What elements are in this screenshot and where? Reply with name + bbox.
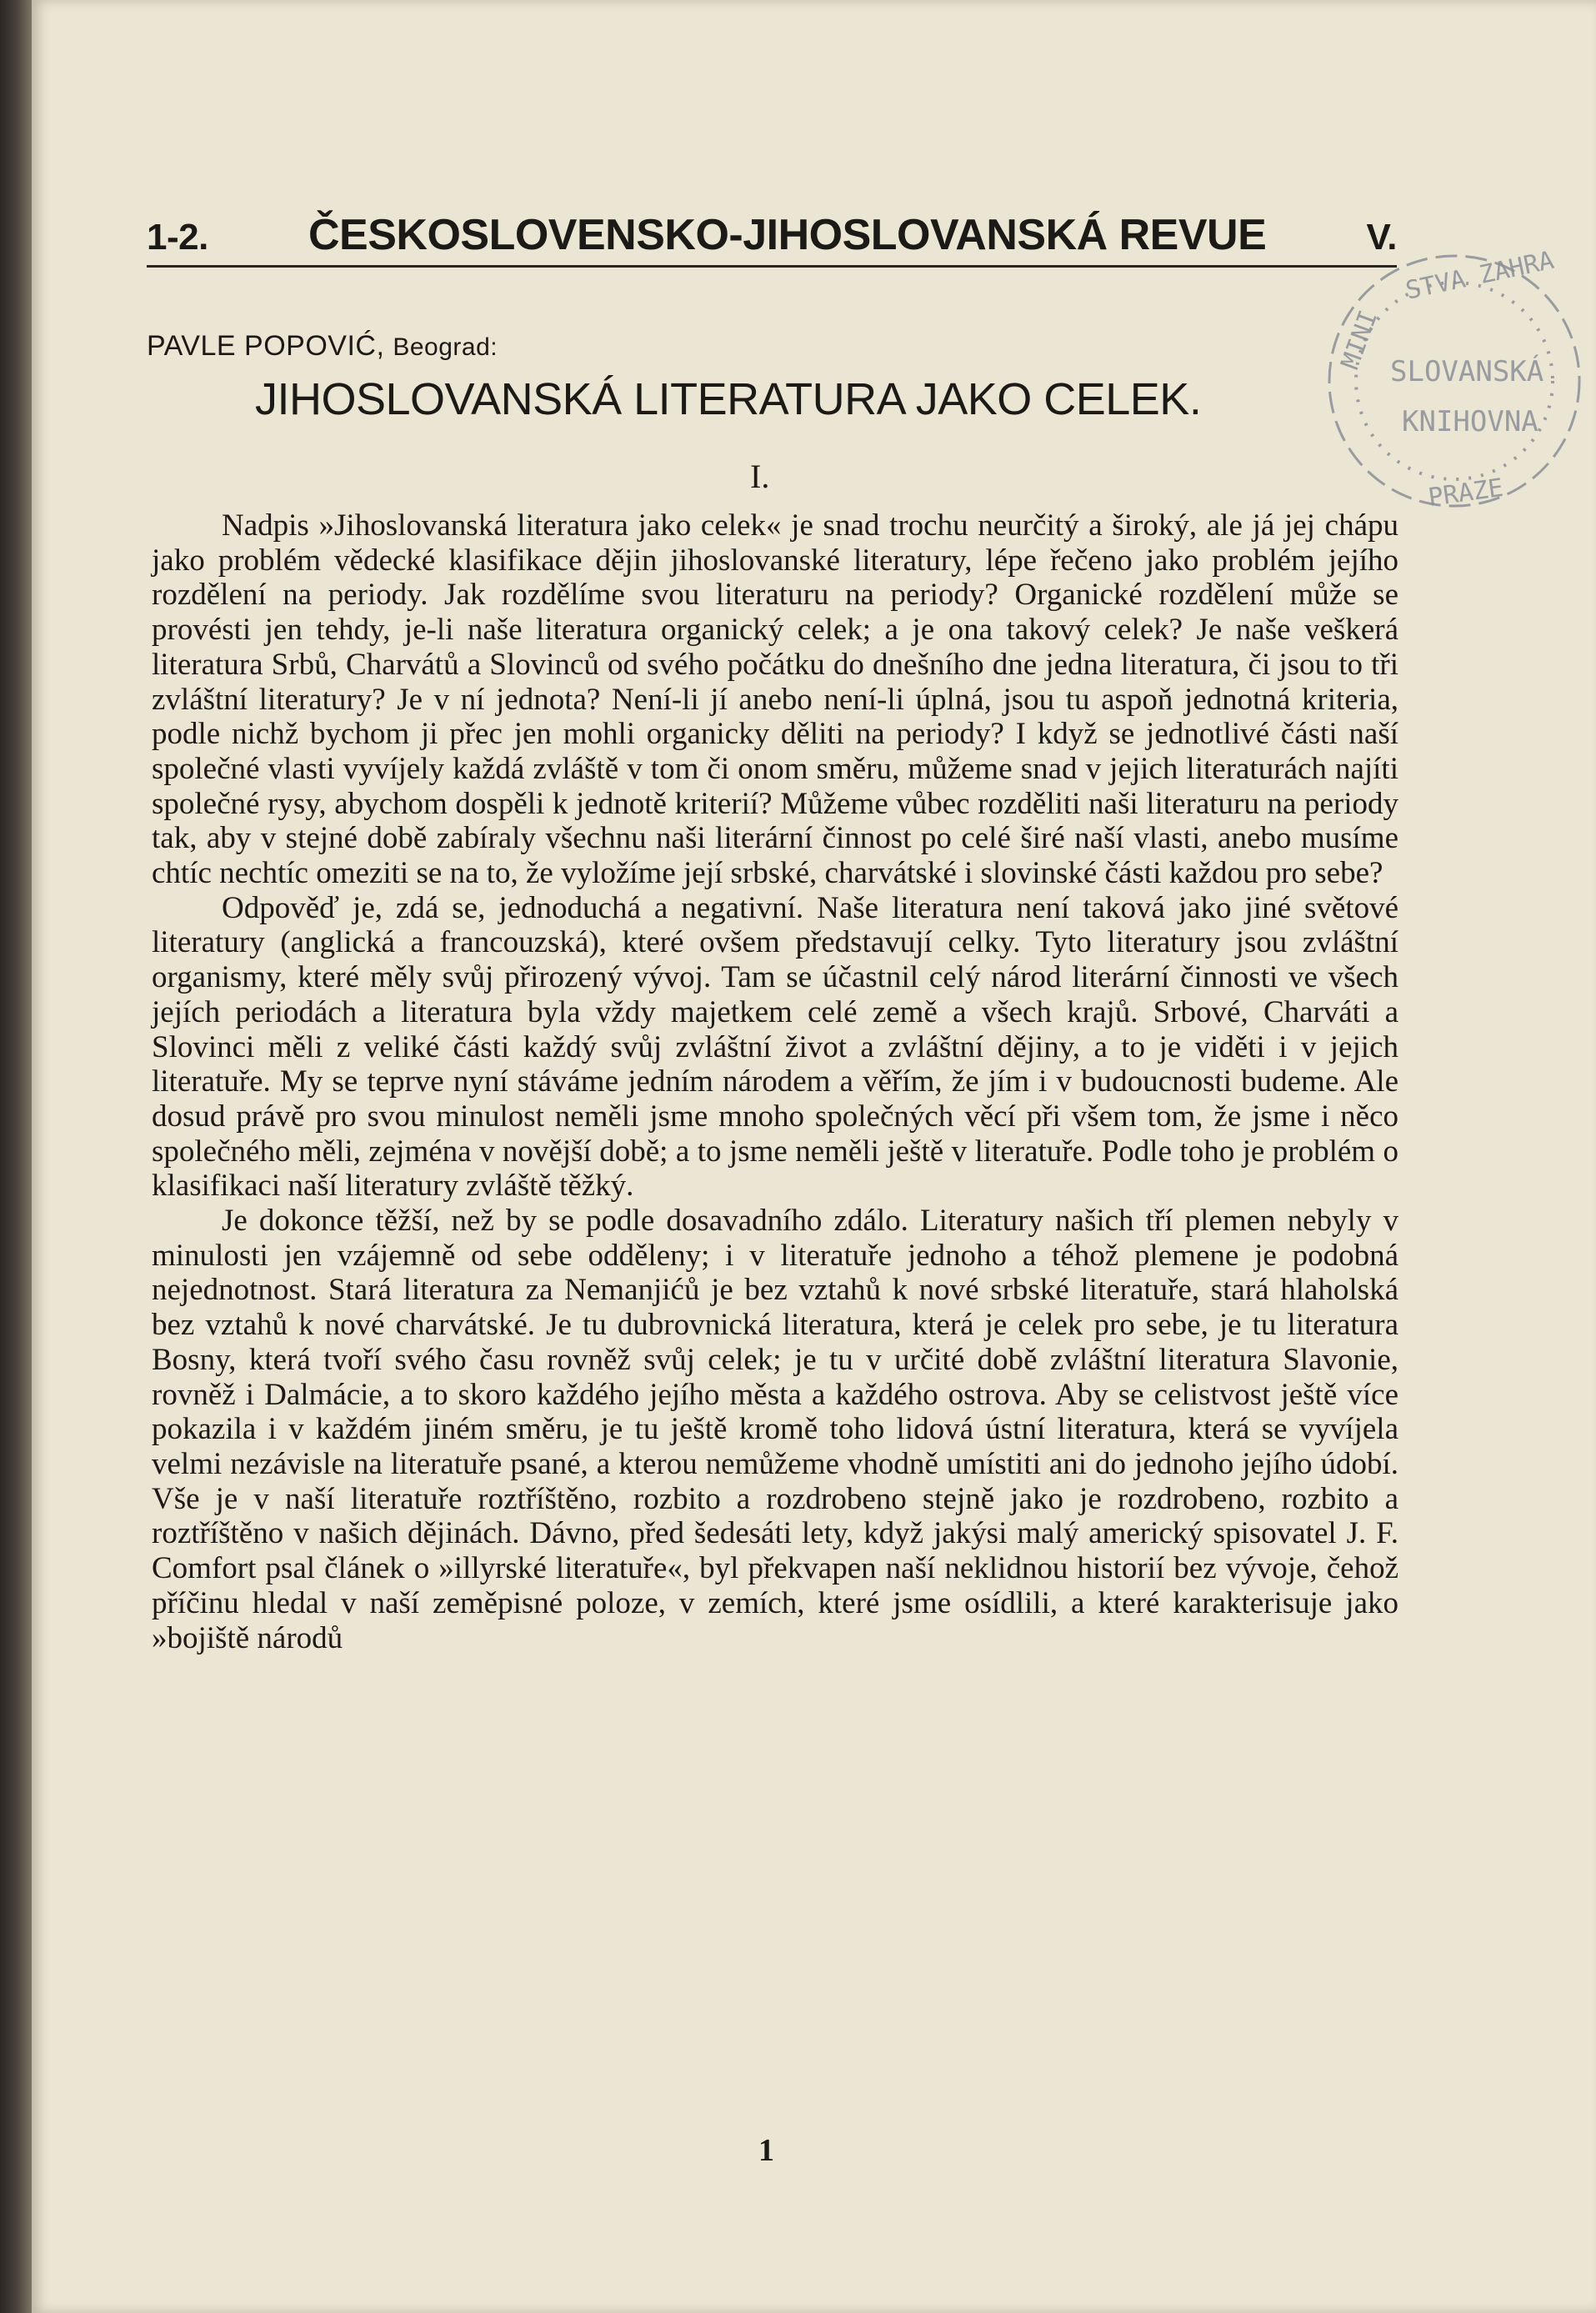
book-spine [0, 0, 32, 2313]
author-place: Beograd: [393, 333, 498, 361]
stamp-text-left: MINI [1335, 306, 1384, 373]
journal-title: ČESKOSLOVENSKO-JIHOSLOVANSKÁ REVUE [308, 211, 1267, 259]
stamp-text-top: STVA ZAHRA [1403, 245, 1557, 306]
author-line [147, 330, 498, 363]
paragraph-2: Odpověď je, zdá se, jednoduchá a negativní. Naše literatura není taková jako jiné světové literatury (anglická a francouzská), které ovšem představují celky. Tyto literatury jsou zvláštní organismy, které měly svůj přirozený vývoj. Tam se účastnil celý národ literární činnosti ve všech jejích periodách a literatura byla vždy majetkem celé země a všech krajů. Srbové, Charváti a Slovinci měli z veliké části každý svůj zvláštní život a zvláštní dějiny, a to je viděti i v jejich literatuře. My se teprve nyní stáváme jedním národem a věřím, že jím i v budoucnosti budeme. Ale dosud právě pro svou minulost neměli jsme mnoho společných věcí při všem tom, že jsme i něco společného měli, zejména v novější době; a to jsme neměli ještě v literatuře. Podle toho je problém o klasifikaci naší literatury zvláště těžký. [152, 890, 1398, 1204]
header-rule [147, 265, 1397, 268]
page-number: 1 [758, 2133, 774, 2168]
paragraph-1: Nadpis »Jihoslovanská literatura jako celek« je snad trochu neurčitý a široký, ale já jej chápu jako problém vědecké klasifikace dějin jihoslovanské literatury, lépe řečeno jako problém jejího rozdělení na periody. Jak rozdělíme svou literaturu na periody? Organické rozdělení může se provésti jen tehdy, je-li naše literatura organický celek; a je ona takový celek? Je naše veškerá literatura Srbů, Charvátů a Slovinců od svého počátku do dnešního dne jedna literatura, či jsou to tři zvláštní literatury? Je v ní jednota? Není-li jí anebo není-li úplná, jsou tu aspoň jednotná kriteria, podle nichž bychom ji přec jen mohli organicky děliti na periody? I když se jednotlivé části naší společné vlasti vyvíjely každá zvláště v tom či onom směru, můžeme snad v jejich literaturách najíti společné rysy, abychom dospěli k jednotě kriterií? Můžeme vůbec rozděliti naši literaturu na periody tak, aby v stejné době zabíraly všechnu naši literární činnost po celé širé naší vlasti, anebo musíme chtíc nechtíc omeziti se na to, že vyložíme její srbské, charvátské i slovinské části každou pro sebe? [152, 508, 1398, 891]
volume-number: V. [1366, 217, 1397, 258]
article-title: JIHOSLOVANSKÁ LITERATURA JAKO CELEK. [255, 374, 1202, 424]
author-name: PAVLE POPOVIĆ, [147, 330, 385, 362]
stamp-text-middle-1: SLOVANSKÁ [1390, 355, 1544, 388]
stamp-text-middle-2: KNIHOVNA [1402, 405, 1538, 438]
section-number: I. [750, 458, 770, 495]
running-head [147, 210, 1397, 260]
paragraph-3: Je dokonce těžší, než by se podle dosavadního zdálo. Literatury našich tří plemen nebyly v minulosti jen vzájemně od sebe odděleny; i v literatuře jednoho a téhož plemene je podobná nejednotnost. Stará literatura za Nemanjićů je bez vztahů k nové srbské literatuře, stará hlaholská bez vztahů k nové charvátské. Je tu dubrovnická literatura, která je celek pro sebe, je tu literatura Bosny, která tvoří svého času rovněž svůj celek; je tu v určité době zvláštní literatura Slavonie, rovněž i Dalmácie, a to skoro každého jejího města a každého ostrova. Aby se celistvost ještě více pokazila i v každém jiném směru, je tu ještě kromě toho lidová ústní literatura, která se vyvíjela velmi nezávisle na literatuře psané, a kterou nemůžeme vhodně umístiti ani do jednoho jejího údobí. Vše je v naší literatuře roztříštěno, rozbito a rozdrobeno stejně jako je rozdrobeno, rozbito a roztříštěno v našich dějinách. Dávno, před šedesáti lety, když jakýsi malý americký spisovatel J. F. Comfort psal článek o »illyrské literatuře«, byl překvapen naší neklidnou historií bez vývoje, čehož příčinu hledal v naší zeměpisné poloze, v zemích, které jsme osídlili, a které karakterisuje jako »bojiště národů [152, 1204, 1398, 1655]
stamp-text-bottom: PRAZE [1426, 473, 1505, 513]
issue-number: 1-2. [147, 217, 208, 258]
article-body [152, 508, 1398, 1655]
library-stamp [1308, 238, 1592, 525]
